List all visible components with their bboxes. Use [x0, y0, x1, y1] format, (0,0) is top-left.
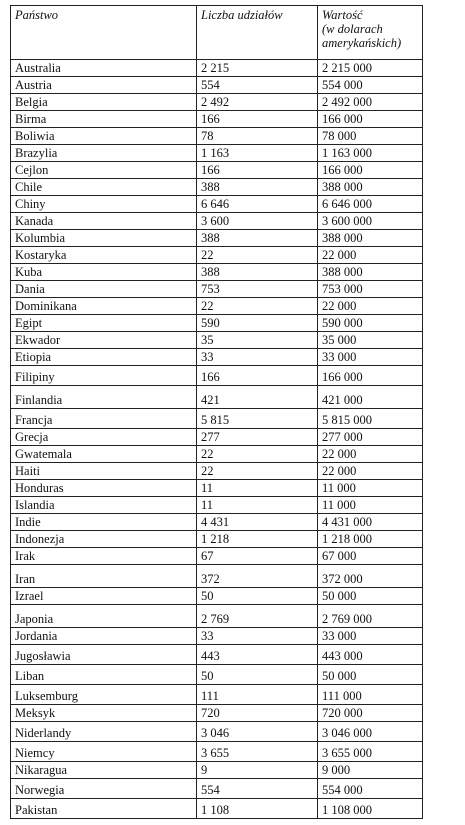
country-cell: Gwatemala — [11, 446, 197, 463]
header-value-line-2: (w dolarach — [322, 22, 383, 36]
value-cell: 753 000 — [318, 281, 423, 298]
shares-cell: 50 — [197, 665, 318, 685]
header-value-line-1: Wartość — [322, 8, 363, 22]
shares-cell: 22 — [197, 463, 318, 480]
value-cell: 11 000 — [318, 497, 423, 514]
table-row — [11, 128, 423, 145]
shares-cell: 78 — [197, 128, 318, 145]
shares-cell: 50 — [197, 588, 318, 605]
value-cell: 166 000 — [318, 162, 423, 179]
shares-cell: 753 — [197, 281, 318, 298]
value-cell: 3 655 000 — [318, 742, 423, 762]
value-cell: 554 000 — [318, 77, 423, 94]
value-cell: 22 000 — [318, 247, 423, 264]
table-row — [11, 779, 423, 799]
shares-cell: 3 600 — [197, 213, 318, 230]
shares-cell: 22 — [197, 298, 318, 315]
table-row — [11, 497, 423, 514]
value-cell: 35 000 — [318, 332, 423, 349]
table-row — [11, 605, 423, 628]
value-cell: 388 000 — [318, 264, 423, 281]
shares-cell: 388 — [197, 230, 318, 247]
table-row — [11, 77, 423, 94]
table-row — [11, 60, 423, 77]
value-cell: 11 000 — [318, 480, 423, 497]
country-cell: Belgia — [11, 94, 197, 111]
country-cell: Indie — [11, 514, 197, 531]
value-cell: 111 000 — [318, 685, 423, 705]
shares-cell: 166 — [197, 366, 318, 386]
table-row — [11, 386, 423, 409]
value-cell: 1 163 000 — [318, 145, 423, 162]
table-row — [11, 565, 423, 588]
table-row — [11, 762, 423, 779]
country-cell: Islandia — [11, 497, 197, 514]
country-cell: Egipt — [11, 315, 197, 332]
shares-cell: 9 — [197, 762, 318, 779]
country-cell: Australia — [11, 60, 197, 77]
shares-cell: 2 492 — [197, 94, 318, 111]
shares-table — [10, 5, 423, 819]
country-cell: Honduras — [11, 480, 197, 497]
country-cell: Cejlon — [11, 162, 197, 179]
shares-cell: 11 — [197, 480, 318, 497]
value-cell: 33 000 — [318, 349, 423, 366]
shares-cell: 2 215 — [197, 60, 318, 77]
value-cell: 22 000 — [318, 298, 423, 315]
shares-cell: 421 — [197, 386, 318, 409]
country-cell: Jordania — [11, 628, 197, 645]
shares-cell: 720 — [197, 705, 318, 722]
value-cell: 388 000 — [318, 230, 423, 247]
table-row — [11, 463, 423, 480]
value-cell: 6 646 000 — [318, 196, 423, 213]
country-cell: Luksemburg — [11, 685, 197, 705]
table-row — [11, 588, 423, 605]
value-cell: 67 000 — [318, 548, 423, 565]
table-row — [11, 742, 423, 762]
value-cell: 1 108 000 — [318, 799, 423, 819]
shares-cell: 67 — [197, 548, 318, 565]
shares-cell: 111 — [197, 685, 318, 705]
header-value-line-3: amerykańskich) — [322, 36, 402, 50]
shares-cell: 554 — [197, 779, 318, 799]
value-cell: 3 046 000 — [318, 722, 423, 742]
shares-cell: 5 815 — [197, 409, 318, 429]
table-row — [11, 145, 423, 162]
header-shares: Liczba udziałów — [197, 6, 318, 60]
country-cell: Niemcy — [11, 742, 197, 762]
table-row — [11, 480, 423, 497]
table-row — [11, 281, 423, 298]
table-row — [11, 315, 423, 332]
table-row — [11, 366, 423, 386]
value-cell: 2 215 000 — [318, 60, 423, 77]
country-cell: Norwegia — [11, 779, 197, 799]
shares-cell: 590 — [197, 315, 318, 332]
table-row — [11, 705, 423, 722]
value-cell: 4 431 000 — [318, 514, 423, 531]
shares-cell: 11 — [197, 497, 318, 514]
shares-cell: 554 — [197, 77, 318, 94]
table-row — [11, 628, 423, 645]
table-row — [11, 645, 423, 665]
shares-cell: 33 — [197, 349, 318, 366]
value-cell: 388 000 — [318, 179, 423, 196]
value-cell: 22 000 — [318, 446, 423, 463]
shares-cell: 3 046 — [197, 722, 318, 742]
shares-cell: 388 — [197, 179, 318, 196]
table-row — [11, 213, 423, 230]
value-cell: 166 000 — [318, 111, 423, 128]
table-header-row — [11, 6, 423, 60]
value-cell: 33 000 — [318, 628, 423, 645]
value-cell: 421 000 — [318, 386, 423, 409]
country-cell: Nikaragua — [11, 762, 197, 779]
country-cell: Niderlandy — [11, 722, 197, 742]
shares-cell: 22 — [197, 247, 318, 264]
table-row — [11, 685, 423, 705]
table-row — [11, 446, 423, 463]
shares-cell: 2 769 — [197, 605, 318, 628]
country-cell: Kuba — [11, 264, 197, 281]
country-cell: Liban — [11, 665, 197, 685]
table-row — [11, 531, 423, 548]
value-cell: 2 492 000 — [318, 94, 423, 111]
value-cell: 22 000 — [318, 463, 423, 480]
header-value — [318, 6, 423, 60]
table-row — [11, 264, 423, 281]
country-cell: Dominikana — [11, 298, 197, 315]
shares-cell: 166 — [197, 111, 318, 128]
shares-cell: 4 431 — [197, 514, 318, 531]
country-cell: Grecja — [11, 429, 197, 446]
shares-cell: 22 — [197, 446, 318, 463]
table-row — [11, 799, 423, 819]
table-row — [11, 332, 423, 349]
value-cell: 277 000 — [318, 429, 423, 446]
table-row — [11, 548, 423, 565]
country-cell: Pakistan — [11, 799, 197, 819]
value-cell: 372 000 — [318, 565, 423, 588]
table-body — [11, 60, 423, 819]
shares-cell: 1 163 — [197, 145, 318, 162]
table-row — [11, 298, 423, 315]
country-cell: Meksyk — [11, 705, 197, 722]
country-cell: Birma — [11, 111, 197, 128]
table-row — [11, 196, 423, 213]
table-row — [11, 349, 423, 366]
table-row — [11, 94, 423, 111]
value-cell: 9 000 — [318, 762, 423, 779]
shares-cell: 372 — [197, 565, 318, 588]
shares-cell: 166 — [197, 162, 318, 179]
shares-cell: 1 218 — [197, 531, 318, 548]
shares-cell: 33 — [197, 628, 318, 645]
country-cell: Chile — [11, 179, 197, 196]
value-cell: 5 815 000 — [318, 409, 423, 429]
value-cell: 78 000 — [318, 128, 423, 145]
country-cell: Ekwador — [11, 332, 197, 349]
country-cell: Kostaryka — [11, 247, 197, 264]
shares-cell: 388 — [197, 264, 318, 281]
country-cell: Francja — [11, 409, 197, 429]
country-cell: Jugosławia — [11, 645, 197, 665]
header-country: Państwo — [11, 6, 197, 60]
country-cell: Iran — [11, 565, 197, 588]
shares-cell: 443 — [197, 645, 318, 665]
country-cell: Boliwia — [11, 128, 197, 145]
country-cell: Filipiny — [11, 366, 197, 386]
value-cell: 50 000 — [318, 665, 423, 685]
country-cell: Kolumbia — [11, 230, 197, 247]
country-cell: Dania — [11, 281, 197, 298]
value-cell: 554 000 — [318, 779, 423, 799]
country-cell: Haiti — [11, 463, 197, 480]
table-row — [11, 429, 423, 446]
shares-cell: 3 655 — [197, 742, 318, 762]
country-cell: Etiopia — [11, 349, 197, 366]
value-cell: 3 600 000 — [318, 213, 423, 230]
country-cell: Irak — [11, 548, 197, 565]
shares-cell: 277 — [197, 429, 318, 446]
country-cell: Brazylia — [11, 145, 197, 162]
country-cell: Indonezja — [11, 531, 197, 548]
shares-cell: 1 108 — [197, 799, 318, 819]
table-row — [11, 230, 423, 247]
country-cell: Finlandia — [11, 386, 197, 409]
country-cell: Kanada — [11, 213, 197, 230]
value-cell: 166 000 — [318, 366, 423, 386]
country-cell: Japonia — [11, 605, 197, 628]
table-row — [11, 162, 423, 179]
value-cell: 1 218 000 — [318, 531, 423, 548]
table-row — [11, 247, 423, 264]
shares-cell: 35 — [197, 332, 318, 349]
value-cell: 2 769 000 — [318, 605, 423, 628]
table-row — [11, 665, 423, 685]
table-row — [11, 179, 423, 196]
value-cell: 443 000 — [318, 645, 423, 665]
table-row — [11, 111, 423, 128]
value-cell: 50 000 — [318, 588, 423, 605]
value-cell: 720 000 — [318, 705, 423, 722]
table-row — [11, 514, 423, 531]
country-cell: Austria — [11, 77, 197, 94]
shares-cell: 6 646 — [197, 196, 318, 213]
value-cell: 590 000 — [318, 315, 423, 332]
table-row — [11, 409, 423, 429]
country-cell: Izrael — [11, 588, 197, 605]
country-cell: Chiny — [11, 196, 197, 213]
table-row — [11, 722, 423, 742]
